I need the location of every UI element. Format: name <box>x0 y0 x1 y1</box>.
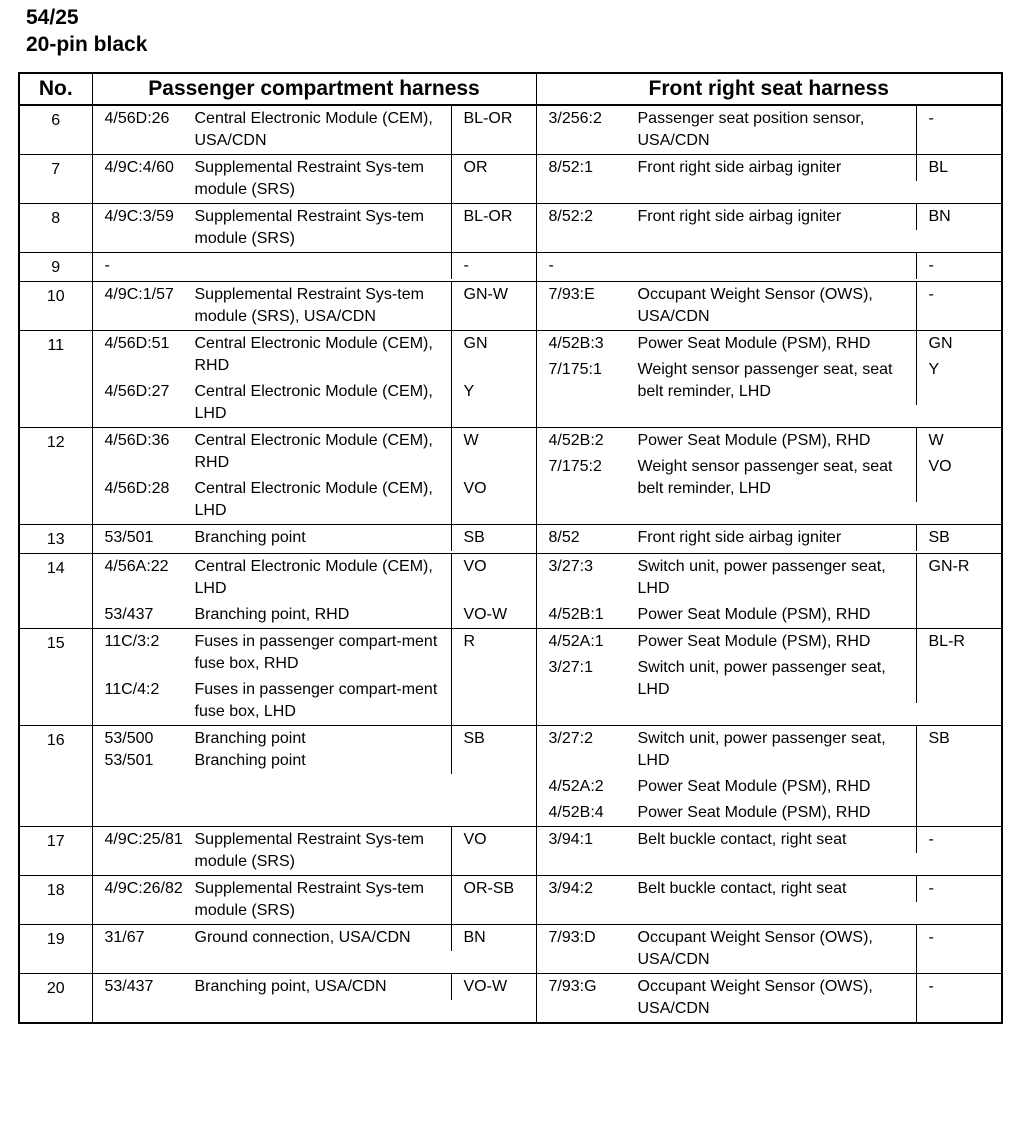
pin-number: 17 <box>19 827 92 876</box>
seat-wire-color: BN <box>916 204 1002 230</box>
passenger-terminal: 4/56D:51 <box>104 335 170 352</box>
pin-row <box>19 974 1002 1024</box>
pin-row <box>19 629 1002 726</box>
passenger-harness-cell <box>92 629 536 726</box>
pin-number: 19 <box>19 925 92 974</box>
seat-harness-cell <box>536 331 1002 428</box>
pin-number: 11 <box>19 331 92 428</box>
seat-wire-color <box>916 800 1002 826</box>
seat-wire-color: SB <box>916 525 1002 551</box>
seat-wire-color: GN-R <box>916 554 1002 602</box>
pin-number: 6 <box>51 112 61 129</box>
passenger-terminal: 4/9C:1/57 <box>104 286 174 303</box>
seat-component: Weight sensor passenger seat, seat belt reminder, LHD <box>637 361 893 400</box>
seat-terminal: 4/52B:1 <box>548 606 604 623</box>
passenger-terminal: 4/56A:22 <box>104 558 169 575</box>
seat-terminal: 4/52B:3 <box>548 335 604 352</box>
seat-terminal: 7/93:G <box>548 978 597 995</box>
seat-component: Power Seat Module (PSM), RHD <box>637 633 871 650</box>
pin-number: 10 <box>19 282 92 331</box>
pin-number: 18 <box>19 876 92 925</box>
pin-row <box>19 428 1002 525</box>
seat-component: Passenger seat position sensor, USA/CDN <box>637 110 865 149</box>
passenger-harness-cell <box>92 204 536 253</box>
pin-row <box>19 253 1002 282</box>
seat-harness-cell <box>536 726 1002 827</box>
passenger-component: Supplemental Restraint Sys-tem module (SRS), USA/CDN <box>194 286 424 325</box>
seat-wire-color: SB <box>916 726 1002 774</box>
seat-harness-cell <box>536 974 1002 1024</box>
passenger-harness-cell <box>92 726 536 827</box>
seat-component: Power Seat Module (PSM), RHD <box>637 432 871 449</box>
passenger-harness-cell <box>92 155 536 204</box>
seat-component: Occupant Weight Sensor (OWS), USA/CDN <box>637 978 873 1017</box>
passenger-wire-color: BN <box>451 925 537 951</box>
seat-terminal: - <box>548 257 554 274</box>
passenger-component: Ground connection, USA/CDN <box>194 929 411 946</box>
seat-harness-cell <box>536 629 1002 726</box>
pin-number: 16 <box>19 726 92 827</box>
seat-terminal: 8/52:1 <box>548 159 593 176</box>
passenger-wire-color: VO-W <box>451 974 537 1000</box>
seat-component: Belt buckle contact, right seat <box>637 831 847 848</box>
seat-wire-color: BL-R <box>916 629 1002 655</box>
seat-wire-color: Y <box>916 357 1002 405</box>
pin-row <box>19 282 1002 331</box>
pin-row <box>19 876 1002 925</box>
passenger-wire-color: W <box>451 428 537 476</box>
seat-terminal: 7/93:E <box>548 286 595 303</box>
passenger-wire-color: GN-W <box>451 282 537 330</box>
seat-harness-cell <box>536 554 1002 629</box>
seat-component: Front right side airbag igniter <box>637 159 842 176</box>
seat-component <box>638 253 916 279</box>
passenger-wire-color: Y <box>451 379 537 427</box>
pin-number: 20 <box>19 974 92 1024</box>
pin-row <box>19 155 1002 204</box>
passenger-terminal: 53/500 53/501 <box>104 730 154 769</box>
passenger-component: Central Electronic Module (CEM), LHD <box>194 558 433 597</box>
passenger-wire-color: OR <box>451 155 537 203</box>
pin-row <box>19 827 1002 876</box>
passenger-component: Fuses in passenger compart-ment fuse box, LHD <box>194 681 438 720</box>
passenger-component: Central Electronic Module (CEM), RHD <box>194 335 433 374</box>
header-seat-harness: Front right seat harness <box>536 73 1002 105</box>
pin-number: 14 <box>19 554 92 629</box>
passenger-wire-color: BL-OR <box>451 106 537 154</box>
passenger-wire-color: SB <box>451 726 537 774</box>
seat-component: Weight sensor passenger seat, seat belt reminder, LHD <box>637 458 893 497</box>
passenger-component: Supplemental Restraint Sys-tem module (SRS) <box>194 159 424 198</box>
seat-harness-cell <box>536 253 1002 282</box>
passenger-component: Supplemental Restraint Sys-tem module (SRS) <box>194 208 424 247</box>
seat-wire-color: - <box>916 106 1002 154</box>
seat-terminal: 3/27:1 <box>548 659 593 676</box>
passenger-terminal: 4/9C:4/60 <box>104 159 174 176</box>
passenger-harness-cell <box>92 876 536 925</box>
seat-wire-color: - <box>916 974 1002 1022</box>
seat-harness-cell <box>536 525 1002 554</box>
passenger-component: Branching point, USA/CDN <box>194 978 387 995</box>
passenger-component: Branching point <box>194 529 306 546</box>
passenger-component <box>195 253 451 279</box>
passenger-component: Central Electronic Module (CEM), LHD <box>194 480 433 519</box>
seat-wire-color: BL <box>916 155 1002 181</box>
seat-terminal: 3/256:2 <box>548 110 602 127</box>
passenger-component: Central Electronic Module (CEM), USA/CDN <box>194 110 433 149</box>
pin-row <box>19 105 1002 155</box>
passenger-wire-color: BL-OR <box>451 204 537 252</box>
seat-component: Front right side airbag igniter <box>637 208 842 225</box>
passenger-harness-cell <box>92 105 536 155</box>
seat-terminal: 4/52A:1 <box>548 633 604 650</box>
seat-terminal: 7/93:D <box>548 929 596 946</box>
pinout-body <box>19 105 1002 1023</box>
seat-wire-color <box>916 655 1002 703</box>
seat-terminal: 4/52A:2 <box>548 778 604 795</box>
seat-terminal: 8/52 <box>548 529 580 546</box>
seat-terminal: 3/94:2 <box>548 880 593 897</box>
pinout-table <box>18 72 1003 1024</box>
pin-number: 7 <box>19 155 92 204</box>
passenger-wire-color: VO-W <box>451 602 537 628</box>
seat-terminal: 8/52:2 <box>548 208 593 225</box>
passenger-wire-color: R <box>451 629 537 677</box>
passenger-harness-cell <box>92 974 536 1024</box>
seat-wire-color: - <box>916 282 1002 330</box>
pin-number: 8 <box>19 204 92 253</box>
pin-row <box>19 726 1002 827</box>
seat-wire-color: - <box>916 876 1002 902</box>
seat-wire-color <box>916 602 1002 628</box>
passenger-harness-cell <box>92 428 536 525</box>
seat-terminal: 3/27:3 <box>548 558 593 575</box>
seat-harness-cell <box>536 155 1002 204</box>
passenger-harness-cell <box>92 253 536 282</box>
seat-component: Occupant Weight Sensor (OWS), USA/CDN <box>637 929 873 968</box>
passenger-wire-color <box>451 677 537 725</box>
passenger-terminal: 4/9C:3/59 <box>104 208 174 225</box>
passenger-component: Central Electronic Module (CEM), LHD <box>194 383 433 422</box>
passenger-harness-cell <box>92 331 536 428</box>
passenger-harness-cell <box>92 827 536 876</box>
seat-component: Power Seat Module (PSM), RHD <box>637 335 871 352</box>
pin-number: 12 <box>19 428 92 525</box>
seat-harness-cell <box>536 428 1002 525</box>
passenger-harness-cell <box>92 925 536 974</box>
passenger-terminal: 53/437 <box>104 606 154 623</box>
seat-wire-color: GN <box>916 331 1002 357</box>
seat-component: Switch unit, power passenger seat, LHD <box>637 659 886 698</box>
seat-terminal: 3/94:1 <box>548 831 593 848</box>
passenger-wire-color: VO <box>451 827 537 875</box>
pin-row <box>19 331 1002 428</box>
passenger-terminal: 53/501 <box>104 529 154 546</box>
passenger-component: Fuses in passenger compart-ment fuse box, RHD <box>194 633 438 672</box>
passenger-terminal: - <box>104 257 110 274</box>
passenger-wire-color: SB <box>451 525 537 551</box>
passenger-terminal: 11C/3:2 <box>104 633 160 650</box>
seat-harness-cell <box>536 827 1002 876</box>
pin-row <box>19 525 1002 554</box>
seat-terminal: 4/52B:2 <box>548 432 604 449</box>
seat-component: Power Seat Module (PSM), RHD <box>637 606 871 623</box>
seat-component: Power Seat Module (PSM), RHD <box>637 804 871 821</box>
header-row <box>19 73 1002 105</box>
seat-wire-color: W <box>916 428 1002 454</box>
seat-component: Switch unit, power passenger seat, LHD <box>637 730 886 769</box>
pin-number: 13 <box>19 525 92 554</box>
seat-component: Belt buckle contact, right seat <box>637 880 847 897</box>
passenger-harness-cell <box>92 282 536 331</box>
seat-wire-color: VO <box>916 454 1002 502</box>
passenger-wire-color: GN <box>451 331 537 379</box>
pin-row <box>19 554 1002 629</box>
pin-row <box>19 204 1002 253</box>
seat-harness-cell <box>536 925 1002 974</box>
seat-component: Occupant Weight Sensor (OWS), USA/CDN <box>637 286 873 325</box>
seat-harness-cell <box>536 105 1002 155</box>
passenger-terminal: 11C/4:2 <box>104 681 160 698</box>
passenger-component: Branching point, RHD <box>194 606 350 623</box>
passenger-terminal: 4/56D:36 <box>104 432 170 449</box>
passenger-wire-color: VO <box>451 476 537 524</box>
seat-harness-cell <box>536 876 1002 925</box>
seat-wire-color <box>916 774 1002 800</box>
seat-terminal: 7/175:1 <box>548 361 602 378</box>
passenger-component: Supplemental Restraint Sys-tem module (SRS) <box>194 880 424 919</box>
header-no: No. <box>19 73 92 105</box>
seat-wire-color: - <box>916 253 1002 279</box>
seat-wire-color: - <box>916 925 1002 973</box>
seat-harness-cell <box>536 282 1002 331</box>
passenger-component: Supplemental Restraint Sys-tem module (SRS) <box>194 831 424 870</box>
passenger-wire-color: - <box>451 253 537 279</box>
header-passenger-harness: Passenger compartment harness <box>92 73 536 105</box>
seat-component: Front right side airbag igniter <box>637 529 842 546</box>
pin-number: 9 <box>19 253 92 282</box>
seat-component: Switch unit, power passenger seat, LHD <box>637 558 886 597</box>
passenger-terminal: 31/67 <box>104 929 145 946</box>
pin-row <box>19 925 1002 974</box>
passenger-terminal: 4/9C:25/81 <box>104 831 183 848</box>
connector-id: 54/25 <box>26 6 79 29</box>
passenger-component: Central Electronic Module (CEM), RHD <box>194 432 433 471</box>
seat-wire-color: - <box>916 827 1002 853</box>
pin-number: 15 <box>19 629 92 726</box>
seat-terminal: 7/175:2 <box>548 458 602 475</box>
passenger-terminal: 4/56D:28 <box>104 480 170 497</box>
passenger-terminal: 4/56D:26 <box>104 110 170 127</box>
passenger-harness-cell <box>92 525 536 554</box>
page-title <box>26 4 147 58</box>
connector-description: 20-pin black <box>26 33 148 56</box>
passenger-wire-color: VO <box>451 554 537 602</box>
passenger-terminal: 4/9C:26/82 <box>104 880 183 897</box>
passenger-terminal: 4/56D:27 <box>104 383 170 400</box>
passenger-terminal: 53/437 <box>104 978 154 995</box>
seat-harness-cell <box>536 204 1002 253</box>
seat-terminal: 4/52B:4 <box>548 804 604 821</box>
seat-component: Power Seat Module (PSM), RHD <box>637 778 871 795</box>
passenger-harness-cell <box>92 554 536 629</box>
passenger-wire-color: OR-SB <box>451 876 537 924</box>
seat-terminal: 3/27:2 <box>548 730 593 747</box>
passenger-component: Branching point Branching point <box>194 730 306 769</box>
